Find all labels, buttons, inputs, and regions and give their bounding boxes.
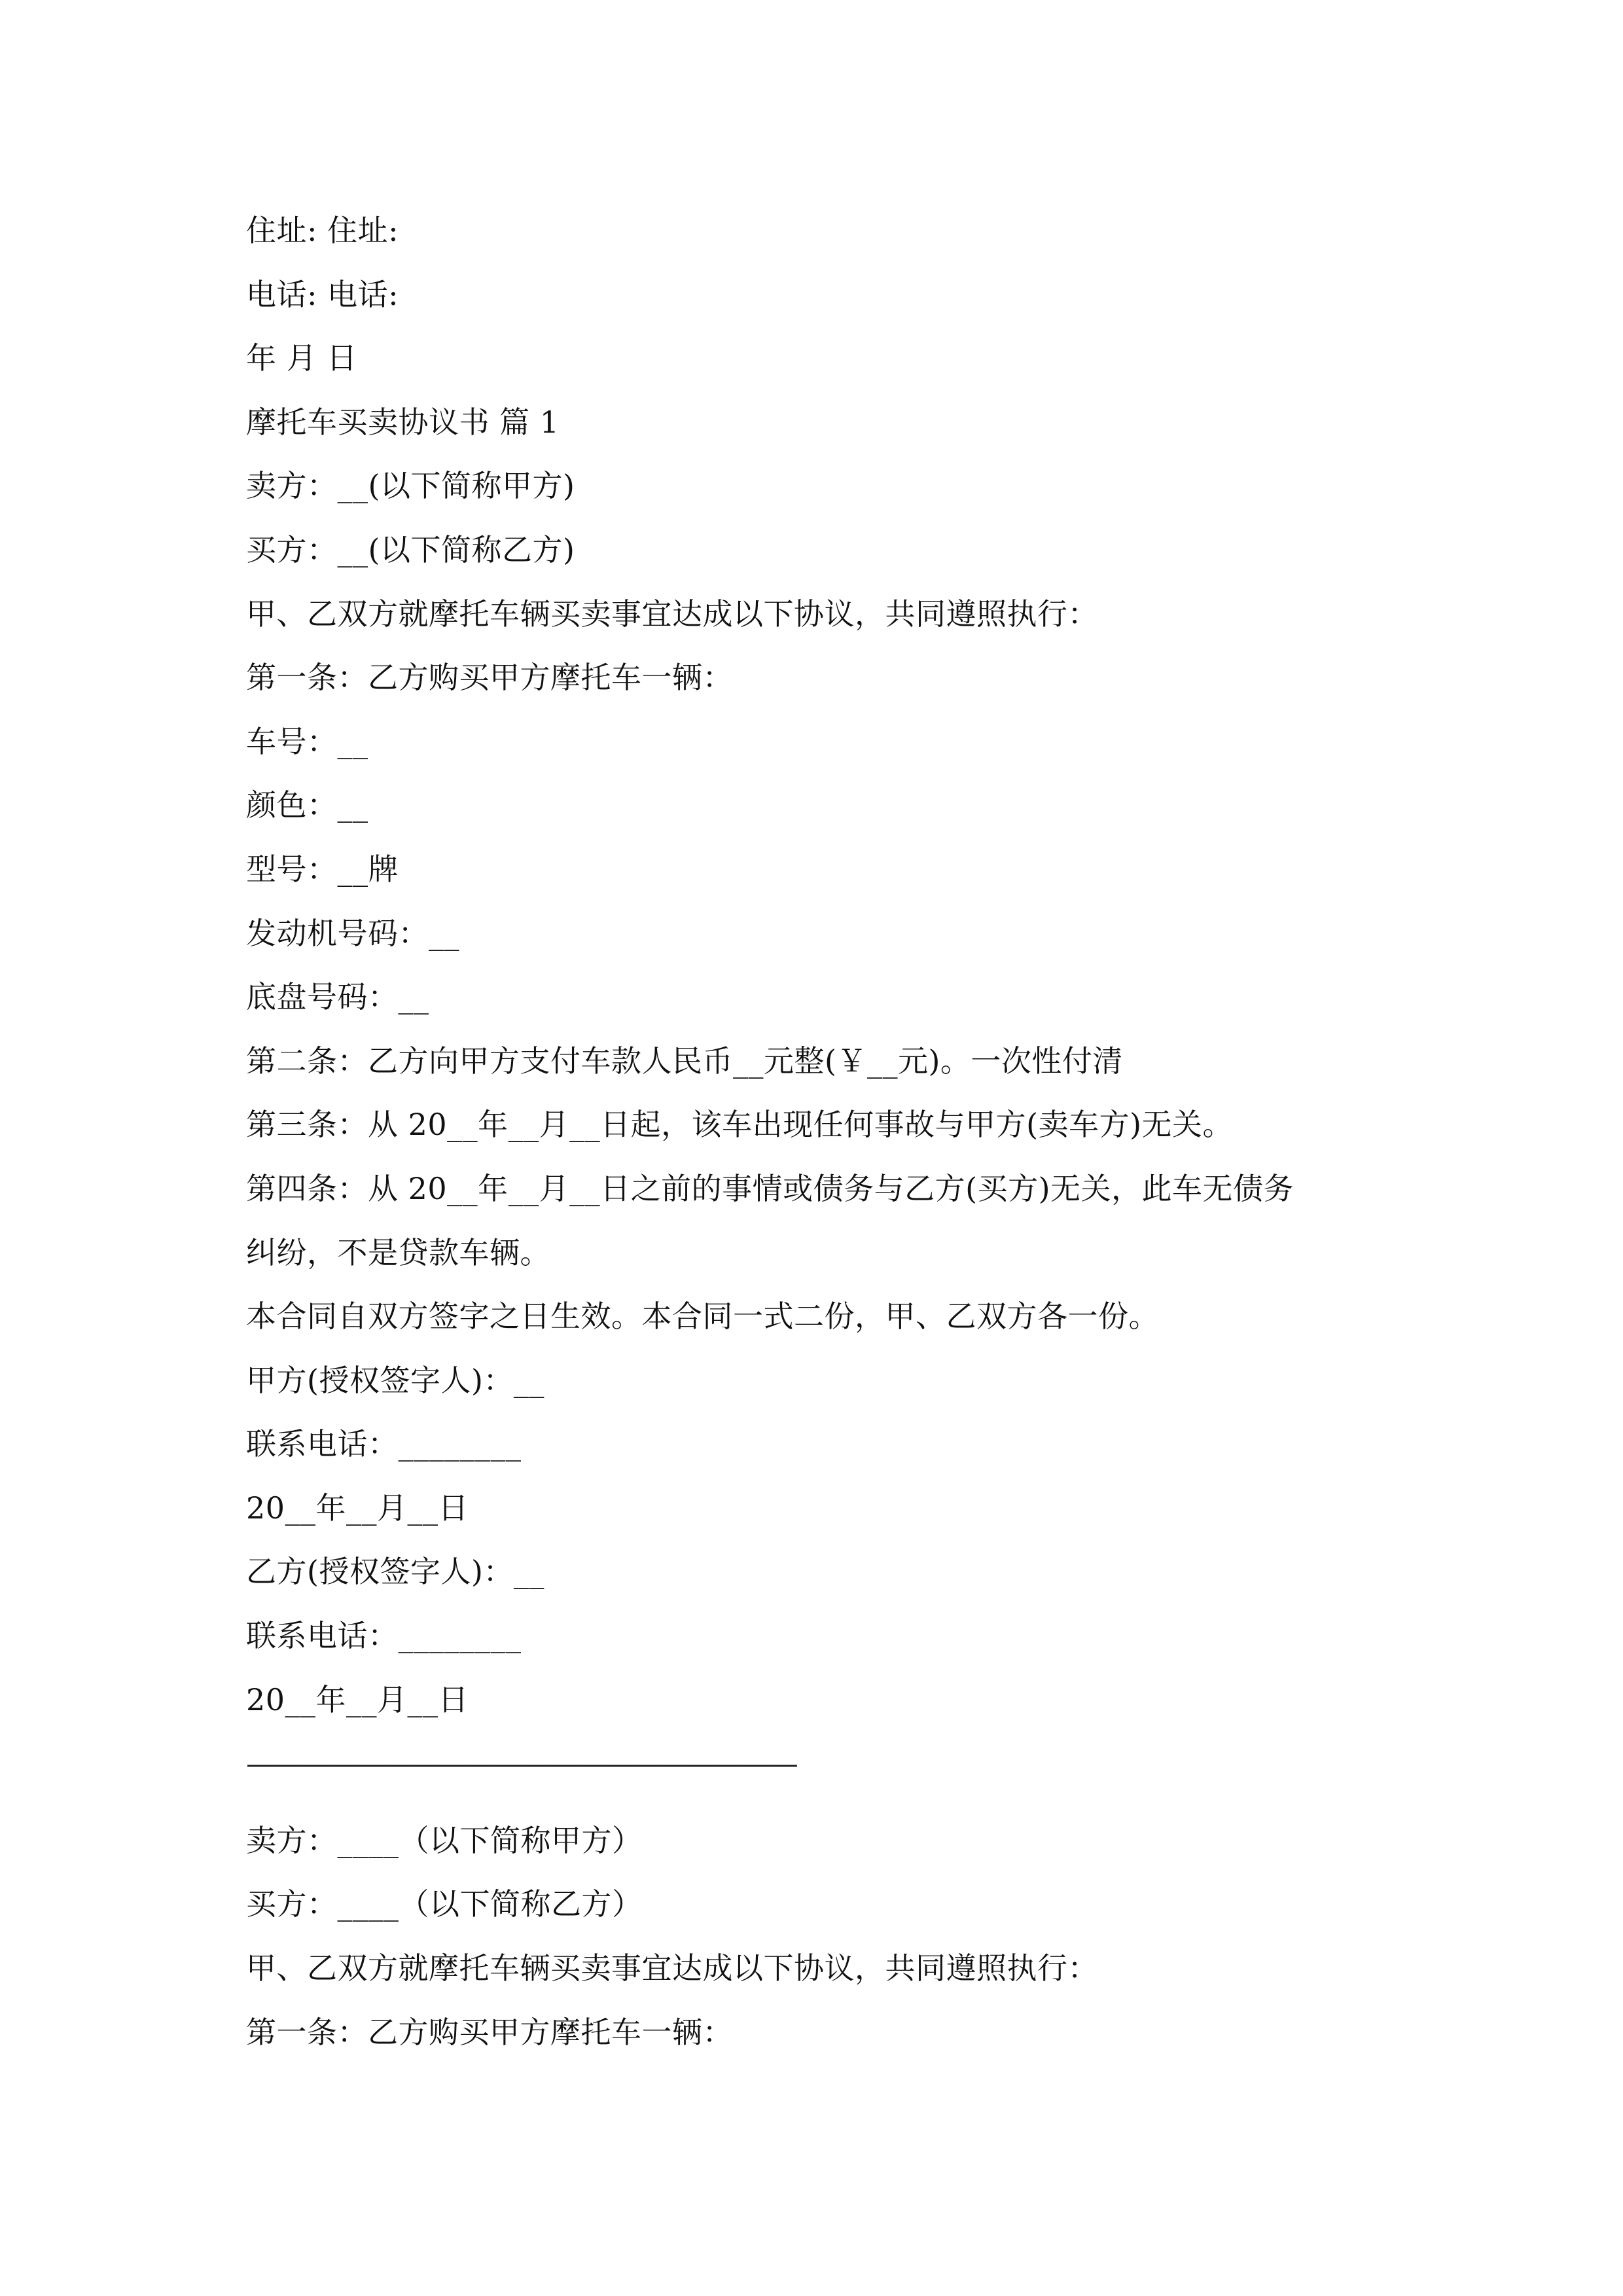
- document-body: [246, 199, 1424, 2064]
- text-line: 年 月 日: [246, 340, 357, 376]
- text-line: 20__年__月__日: [246, 1490, 469, 1526]
- text-line: 第一条：乙方购买甲方摩托车一辆：: [246, 660, 733, 696]
- separator-line: ————————————————————: [246, 1746, 796, 1782]
- text-line: 甲方(授权签字人)：__: [246, 1362, 544, 1398]
- text-line: 联系电话：________: [246, 1426, 522, 1462]
- text-line: 车号：__: [246, 723, 368, 759]
- text-line: 第三条：从 20__年__月__日起，该车出现任何事故与甲方(卖车方)无关。: [246, 1107, 1234, 1143]
- text-line: 颜色：__: [246, 787, 368, 823]
- text-line: 卖方：____（以下简称甲方）: [246, 1822, 643, 1858]
- text-line: 第四条：从 20__年__月__日之前的事情或债务与乙方(买方)无关，此车无债务: [246, 1170, 1294, 1206]
- text-line: 纠纷，不是贷款车辆。: [246, 1234, 550, 1270]
- document-title: 摩托车买卖协议书 篇 1: [246, 404, 560, 440]
- text-line: 甲、乙双方就摩托车辆买卖事宜达成以下协议，共同遵照执行：: [246, 1950, 1098, 1986]
- text-line: 联系电话：________: [246, 1618, 522, 1654]
- text-line: 卖方：__(以下简称甲方): [246, 468, 575, 504]
- text-line: 底盘号码：__: [246, 979, 429, 1015]
- text-line: 本合同自双方签字之日生效。本合同一式二份，甲、乙双方各一份。: [246, 1299, 1159, 1335]
- text-line: 买方：____（以下简称乙方）: [246, 1886, 643, 1922]
- text-line: 乙方(授权签字人)：__: [246, 1554, 544, 1590]
- text-line: 型号：__牌: [246, 851, 399, 887]
- text-line: 买方：__(以下简称乙方): [246, 531, 575, 567]
- text-line: 第二条：乙方向甲方支付车款人民币__元整(￥__元)。一次性付清: [246, 1043, 1123, 1079]
- text-line: 电话: 电话:: [246, 276, 399, 312]
- text-line: 发动机号码：__: [246, 915, 459, 951]
- text-line: 甲、乙双方就摩托车辆买卖事宜达成以下协议，共同遵照执行：: [246, 596, 1098, 632]
- text-line: 住址: 住址:: [246, 213, 399, 248]
- text-line: 20__年__月__日: [246, 1681, 469, 1717]
- text-line: 第一条：乙方购买甲方摩托车一辆：: [246, 2014, 733, 2050]
